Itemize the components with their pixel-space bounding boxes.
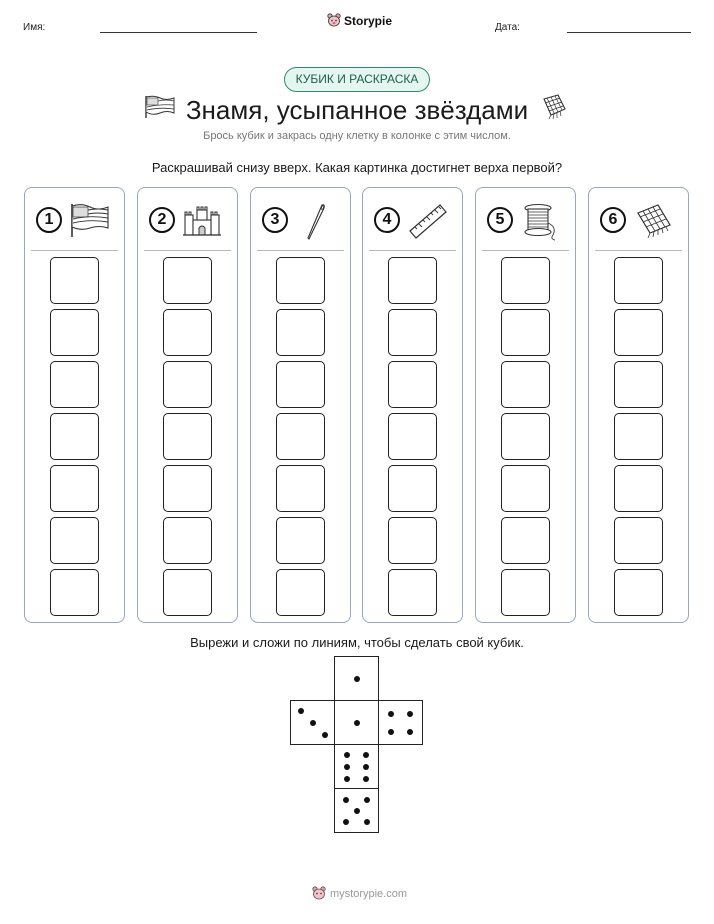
color-cell[interactable] [614,309,663,356]
color-cell[interactable] [388,413,437,460]
color-cell[interactable] [276,361,325,408]
pip [354,720,360,726]
pip [310,720,316,726]
column-1 [24,187,125,623]
color-cell[interactable] [276,569,325,616]
color-cell[interactable] [388,257,437,304]
die-face-5 [334,788,379,833]
column-separator [595,250,682,251]
color-cell[interactable] [501,413,550,460]
pip [343,819,349,825]
brand-name: Storypie [344,13,393,28]
die-face-1-top [334,656,379,701]
page-subtitle: Брось кубик и закрась одну клетку в колонке с этим числом. [203,130,511,142]
color-cell[interactable] [50,569,99,616]
pip [388,729,394,735]
color-cell[interactable] [501,517,550,564]
ruler-icon [406,201,448,241]
column-4 [362,187,463,623]
die-face-1-center [334,700,379,745]
pip [354,676,360,682]
name-line[interactable] [100,32,257,33]
color-cell[interactable] [163,309,212,356]
storypie-mascot-icon [327,13,341,28]
pip [388,711,394,717]
date-line[interactable] [567,32,691,33]
die-face-4 [378,700,423,745]
thread-spool-icon [519,201,561,241]
game-instruction: Раскрашивай снизу вверх. Какая картинка достигнет верха первой? [151,160,563,175]
footer [312,886,407,901]
column-number: 3 [262,207,288,233]
color-cell[interactable] [163,517,212,564]
column-separator [257,250,344,251]
pip [344,764,350,770]
die-face-6 [334,744,379,789]
column-header [476,188,575,252]
pip [407,729,413,735]
color-cell[interactable] [276,257,325,304]
color-cell[interactable] [614,465,663,512]
column-separator [31,250,118,251]
color-cell[interactable] [163,257,212,304]
column-header [25,188,124,252]
color-cell[interactable] [388,517,437,564]
color-cell[interactable] [276,309,325,356]
color-cell[interactable] [501,465,550,512]
flag-icon [68,201,110,241]
color-cell[interactable] [276,517,325,564]
die-face-3 [290,700,335,745]
pip [363,764,369,770]
column-number: 4 [374,207,400,233]
column-header [589,188,688,252]
column-separator [482,250,569,251]
color-cell[interactable] [276,413,325,460]
name-label: Имя: [23,22,46,33]
pip [354,808,360,814]
color-cell[interactable] [50,465,99,512]
column-5 [475,187,576,623]
color-cell[interactable] [614,569,663,616]
column-header [251,188,350,252]
activity-badge: КУБИК И РАСКРАСКА [284,67,430,92]
column-number: 2 [149,207,175,233]
color-cell[interactable] [388,569,437,616]
color-cell[interactable] [50,413,99,460]
pip [407,711,413,717]
color-cell[interactable] [501,309,550,356]
pip [344,752,350,758]
color-cell[interactable] [50,309,99,356]
column-separator [369,250,456,251]
footer-url[interactable]: mystorypie.com [330,887,408,900]
pip [364,797,370,803]
color-cell[interactable] [614,361,663,408]
column-header [138,188,237,252]
color-cell[interactable] [276,465,325,512]
column-3 [250,187,351,623]
pip [364,819,370,825]
column-number: 1 [36,207,62,233]
column-number: 6 [600,207,626,233]
column-2 [137,187,238,623]
color-cell[interactable] [501,569,550,616]
color-cell[interactable] [163,569,212,616]
color-cell[interactable] [614,257,663,304]
color-cell[interactable] [163,465,212,512]
color-cell[interactable] [388,465,437,512]
color-cell[interactable] [501,257,550,304]
column-separator [144,250,231,251]
pip [343,797,349,803]
column-header [363,188,462,252]
brand-logo [327,13,392,28]
pip [363,752,369,758]
pip [344,776,350,782]
color-cell[interactable] [388,361,437,408]
pip [298,708,304,714]
date-label: Дата: [495,22,520,33]
color-cell[interactable] [50,257,99,304]
pip [363,776,369,782]
cube-instruction: Вырежи и сложи по линиям, чтобы сделать свой кубик. [190,635,524,650]
color-cell[interactable] [614,413,663,460]
column-6 [588,187,689,623]
castle-icon [181,201,223,241]
color-cell[interactable] [501,361,550,408]
color-cell[interactable] [388,309,437,356]
quilt-icon [538,93,568,121]
quilt-icon [632,201,674,241]
storypie-mascot-icon [312,886,326,901]
color-cell[interactable] [50,361,99,408]
color-cell[interactable] [614,517,663,564]
pip [322,732,328,738]
page-title: Знамя, усыпанное звёздами [185,95,529,125]
color-cell[interactable] [163,413,212,460]
needle-icon [294,201,336,241]
color-cell[interactable] [163,361,212,408]
column-number: 5 [487,207,513,233]
color-cell[interactable] [50,517,99,564]
